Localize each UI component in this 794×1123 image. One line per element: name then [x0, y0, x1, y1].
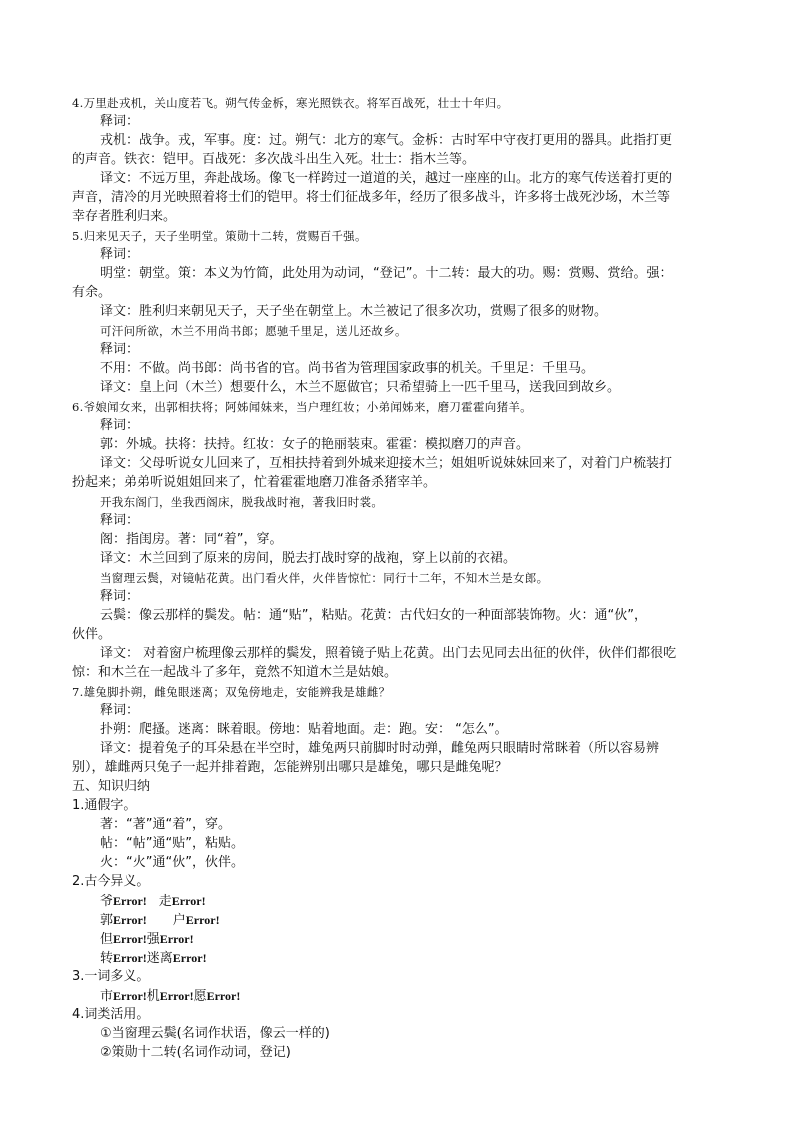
term: 市 [100, 989, 114, 1004]
list-item: 著：“著”通“着”，穿。 [100, 817, 231, 832]
list-item [100, 987, 240, 1006]
translation-text: 惊：和木兰在一起战斗了多年，竟然不知道木兰是姑娘。 [72, 665, 398, 680]
poem-line: 当窗理云鬓，对镜帖花黄。出门看火伴，火伴皆惊忙：同行十二年，不知木兰是女郎。 [100, 571, 549, 585]
term: 强 [146, 932, 160, 947]
shici-text: 伙伴。 [72, 627, 112, 642]
translation-text: 译文：胜利归来朝见天子，天子坐在朝堂上。木兰被记了很多次功，赏赐了很多的财物。 [100, 304, 608, 319]
error-field: Error! [113, 894, 147, 908]
list-item [100, 949, 207, 968]
poem-line: 开我东阁门，坐我西阁床，脱我战时袍，著我旧时裳。 [100, 495, 384, 509]
translation-text: 译文：皇上问（木兰）想要什么，木兰不愿做官；只希望骑上一匹千里马，送我回到故乡。 [100, 380, 621, 395]
shici-label: 释词： [100, 247, 140, 262]
list-item [100, 911, 220, 930]
shici-text: 的声音。铁衣：铠甲。百战死：多次战斗出生入死。壮士：指木兰等。 [72, 152, 476, 167]
translation-text: 声音，清冷的月光映照着将士们的铠甲。将士们征战多年，经历了很多战斗，许多将士战死沙场，木兰等 [72, 190, 671, 205]
shici-label: 释词： [100, 703, 140, 718]
shici-label: 释词： [100, 418, 140, 433]
error-field: Error! [172, 951, 207, 965]
translation-text: 译文： 对着窗户梳理像云那样的鬓发，照着镜子贴上花黄。出门去见同去出征的伙伴，伙伴们都很吃 [100, 646, 677, 661]
translation-text: 译文：提着兔子的耳朵悬在半空时，雄兔两只前脚时时动弹，雌兔两只眼睛时常眯着（所以容易辨 [100, 741, 660, 756]
list-item [100, 892, 206, 911]
term: 转 [100, 951, 114, 966]
term: 爷 [100, 894, 114, 909]
shici-text: 有余。 [72, 285, 112, 300]
error-field: Error! [113, 932, 147, 946]
translation-text: 译文：不远万里，奔赴战场。像飞一样跨过一道道的关，越过一座座的山。北方的寒气传送着打更的 [100, 171, 673, 186]
term: 机 [146, 989, 160, 1004]
shici-text: 阁：指闺房。著：同“着”，穿。 [100, 532, 283, 547]
list-item: 火：“火”通“伙”，伙伴。 [100, 855, 244, 870]
shici-label: 释词： [100, 513, 140, 528]
error-field: Error! [159, 932, 194, 946]
subheading: 1.通假字。 [72, 798, 137, 813]
poem-line: 6.爷娘闻女来，出郭相扶将；阿姊闻妹来，当户理红妆；小弟闻姊来，磨刀霍霍向猪羊。 [72, 400, 532, 414]
poem-line: 4.万里赴戎机，关山度若飞。朔气传金柝，寒光照铁衣。将军百战死，壮士十年归。 [72, 96, 509, 110]
error-field: Error! [185, 913, 220, 927]
term: 走 [158, 894, 172, 909]
translation-text: 译文：木兰回到了原来的房间，脱去打战时穿的战袍，穿上以前的衣裙。 [100, 551, 517, 566]
list-item: ①当窗理云鬓(名词作状语，像云一样的) [100, 1026, 330, 1041]
shici-text: 戎机：战争。戎，军事。度：过。朔气：北方的寒气。金柝：古时军中守夜打更用的器具。此指打更 [100, 133, 673, 148]
term: 迷离 [146, 951, 173, 966]
shici-text: 郭：外城。扶将：扶持。红妆：女子的艳丽装束。霍霍：模拟磨刀的声音。 [100, 437, 530, 452]
error-field: Error! [159, 989, 194, 1003]
list-item: 帖：“帖”通“贴”，粘贴。 [100, 836, 244, 851]
error-field: Error! [113, 989, 147, 1003]
poem-line: 7.雄兔脚扑朔，雌兔眼迷离；双兔傍地走，安能辨我是雄雌？ [72, 685, 391, 699]
shici-label: 释词： [100, 589, 140, 604]
shici-text: 扑朔：爬搔。迷离：眯着眼。傍地：贴着地面。走：跑。安： “怎么”。 [100, 722, 508, 737]
poem-line: 可汗问所欲，木兰不用尚书郎；愿驰千里足，送儿还故乡。 [100, 324, 407, 338]
shici-text: 不用：不做。尚书郎：尚书省的官。尚书省为管理国家政事的机关。千里足：千里马。 [100, 361, 595, 376]
error-field: Error! [113, 913, 147, 927]
poem-line: 5.归来见天子，天子坐明堂。策勋十二转，赏赐百千强。 [72, 229, 367, 243]
translation-text: 幸存者胜利归来。 [72, 209, 177, 224]
subheading: 4.词类活用。 [72, 1007, 150, 1022]
error-field: Error! [171, 894, 206, 908]
shici-label: 释词： [100, 114, 140, 129]
list-item: ②策勋十二转(名词作动词，登记) [100, 1045, 291, 1060]
error-field: Error! [113, 951, 147, 965]
term: 郭 [100, 913, 114, 928]
term: 户 [172, 913, 186, 928]
translation-text: 别），雄雌两只兔子一起并排着跑，怎能辨别出哪只是雄兔，哪只是雌兔呢？ [72, 760, 508, 775]
shici-text: 明堂：朝堂。策：本义为竹简，此处用为动词，“登记”。十二转：最大的功。赐：赏赐、赏给。强： [100, 266, 673, 281]
shici-text: 云鬓：像云那样的鬓发。帖：通“贴”，粘贴。花黄：古代妇女的一种面部装饰物。火：通“伙”， [100, 608, 647, 623]
translation-text: 译文：父母听说女儿回来了，互相扶持着到外城来迎接木兰；姐姐听说妹妹回来了，对着门户梳装打 [100, 456, 673, 471]
subheading: 3.一词多义。 [72, 969, 150, 984]
translation-text: 扮起来；弟弟听说姐姐回来了，忙着霍霍地磨刀准备杀猪宰羊。 [72, 475, 437, 490]
shici-label: 释词： [100, 342, 140, 357]
subheading: 2.古今异义。 [72, 874, 150, 889]
list-item [100, 930, 194, 949]
section-heading: 五、知识归纳 [72, 779, 151, 794]
term: 但 [100, 932, 114, 947]
error-field: Error! [206, 989, 241, 1003]
term: 愿 [193, 989, 207, 1004]
